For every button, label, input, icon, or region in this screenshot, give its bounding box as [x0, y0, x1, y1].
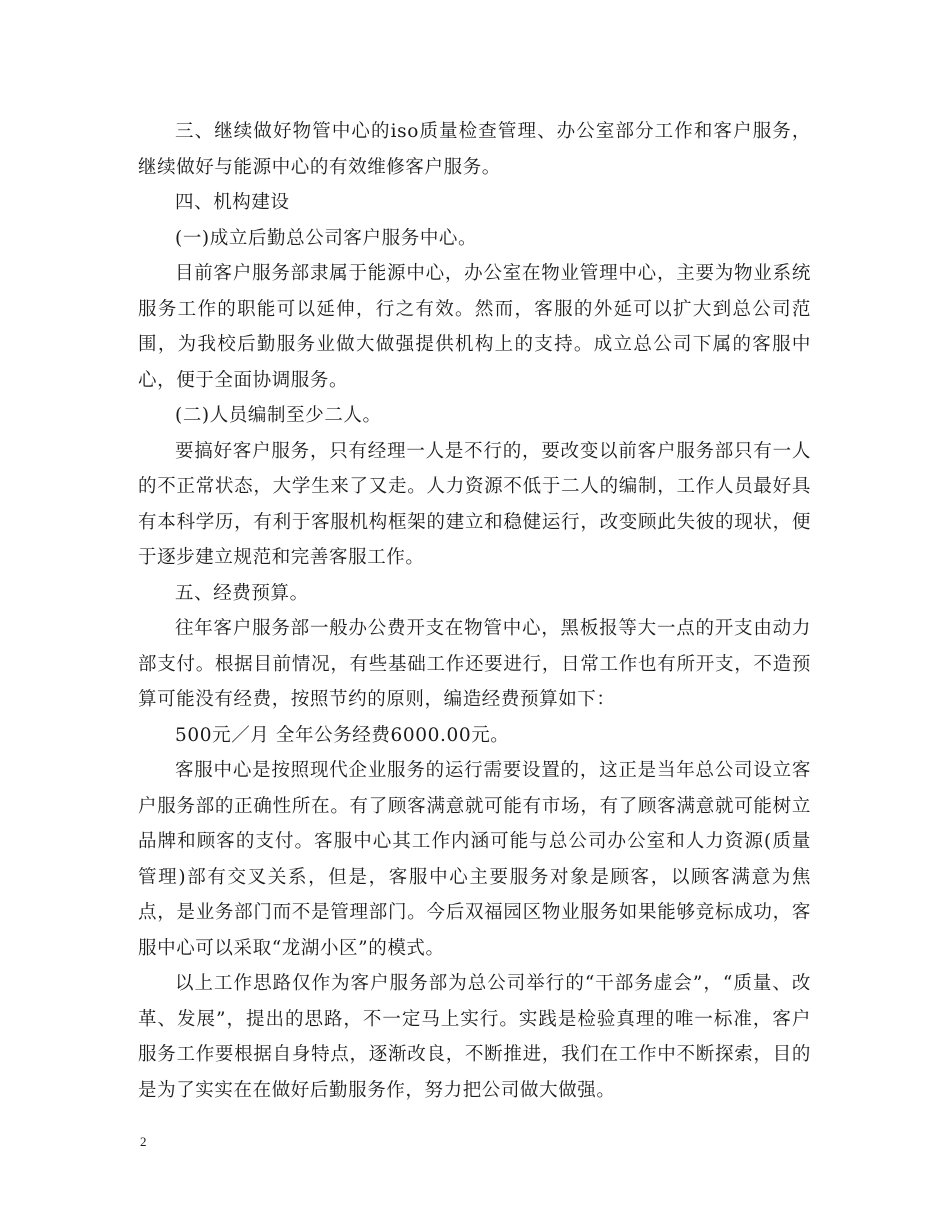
subheading-four-one: (一)成立后勤总公司客户服务中心。: [175, 227, 478, 249]
page-number: 2: [140, 1134, 147, 1149]
subheading-four-two: (二)人员编制至少二人。: [175, 405, 382, 426]
paragraph-four-one-body: 目前客户服务部隶属于能源中心，办公室在物业管理中心，主要为物业系统服务工作的职能可以延伸，行之有效。然而，客服的外延可以扩大到总公司范围，为我校后勤服务业做大做强提供机构上的支持。成立总公司下属的客服中心，便于全面协调服务。: [138, 263, 811, 391]
paragraph-budget-body: 往年客户服务部一般办公费开支在物管中心，黑板报等大一点的开支由动力部支付。根据目前情况，有些基础工作还要进行，日常工作也有所开支，不造预算可能没有经费，按照节约的原则，编造经费预算如下：: [138, 618, 811, 710]
paragraph-section-three: 三、继续做好物管中心的iso质量检查管理、办公室部分工作和客户服务，继续做好与能源中心的有效维修客户服务。: [138, 121, 811, 178]
paragraph-four-two-body: 要搞好客户服务，只有经理一人是不行的，要改变以前客户服务部只有一人的不正常状态，大学生来了又走。人力资源不低于二人的编制，工作人员最好具有本科学历，有利于客服机构框架的建立和稳健运行，改变顾此失彼的现状，便于逐步建立规范和完善客服工作。: [138, 440, 811, 568]
paragraph-budget-amount: 500元／月 全年公务经费6000.00元。: [175, 724, 510, 746]
document-body: [138, 114, 811, 1108]
paragraph-conclusion: 以上工作思路仅作为客户服务部为总公司举行的“干部务虚会”，“质量、改革、发展”，提出的思路，不一定马上实行。实践是检验真理的唯一标准，客户服务工作要根据自身特点，逐渐改良，不断推进，我们在工作中不断探索，目的是为了实实在在做好后勤服务作，努力把公司做大做强。: [138, 973, 811, 1101]
paragraph-service-center: 客服中心是按照现代企业服务的运行需要设置的，这正是当年总公司设立客户服务部的正确性所在。有了顾客满意就可能有市场，有了顾客满意就可能树立品牌和顾客的支付。客服中心其工作内涵可能与总公司办公室和人力资源(质量管理)部有交叉关系，但是，客服中心主要服务对象是顾客，以顾客满意为焦点，是业务部门而不是管理部门。今后双福园区物业服务如果能够竞标成功，客服中心可以采取“龙湖小区”的模式。: [138, 760, 811, 959]
heading-section-four: 四、机构建设: [175, 192, 290, 213]
heading-section-five: 五、经费预算。: [175, 582, 309, 604]
